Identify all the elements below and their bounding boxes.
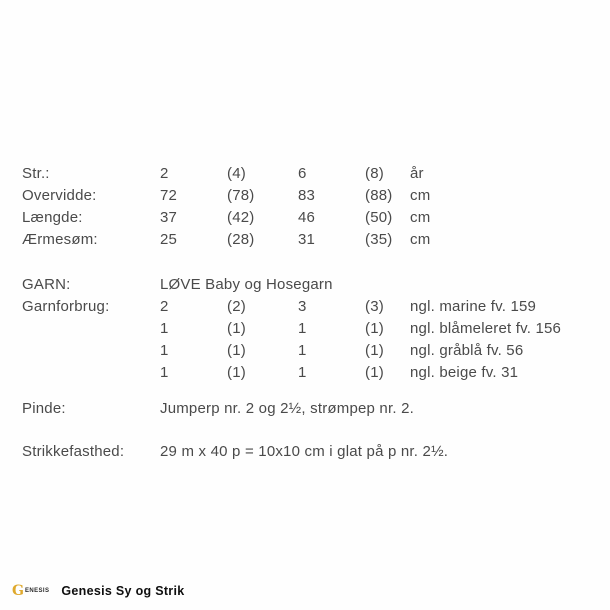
size-value: 46 (298, 209, 316, 226)
size-value: (42) (227, 209, 255, 226)
size-value: 37 (160, 209, 178, 226)
yarn-qty: 1 (298, 342, 307, 359)
unit-label: cm (410, 209, 431, 226)
size-table (22, 163, 600, 251)
needles-value: Jumperp nr. 2 og 2½, strømpep nr. 2. (160, 400, 414, 417)
yarn-qty: 1 (298, 364, 307, 381)
logo-g-glyph: G (12, 583, 24, 599)
yarn-name: LØVE Baby og Hosegarn (160, 276, 333, 293)
yarn-qty: (1) (227, 320, 246, 337)
unit-label: år (410, 165, 424, 182)
gauge-value: 29 m x 40 p = 10x10 cm i glat på p nr. 2½. (160, 443, 449, 460)
brand-text: Genesis Sy og Strik (61, 584, 185, 598)
row-label: Strikkefasthed: (22, 443, 125, 460)
table-row (22, 296, 600, 318)
table-row (22, 340, 600, 362)
yarn-qty: 1 (298, 320, 307, 337)
row-label: Str.: (22, 165, 50, 182)
yarn-qty: (1) (227, 342, 246, 359)
row-label: Længde: (22, 209, 83, 226)
row-label: Pinde: (22, 400, 66, 417)
size-value: (78) (227, 187, 255, 204)
table-row (22, 274, 600, 296)
yarn-qty: 1 (160, 342, 169, 359)
table-row (22, 207, 600, 229)
yarn-section (22, 274, 600, 384)
yarn-qty: 2 (160, 298, 169, 315)
row-label (22, 340, 160, 362)
row-label: GARN: (22, 276, 71, 293)
size-value: (4) (227, 165, 246, 182)
gauge-section (22, 441, 600, 463)
yarn-qty: 1 (160, 320, 169, 337)
yarn-qty: (1) (365, 364, 384, 381)
row-label: Overvidde: (22, 187, 97, 204)
size-value: 2 (160, 165, 169, 182)
table-row (22, 229, 600, 251)
yarn-color-desc: ngl. beige fv. 31 (410, 364, 519, 381)
size-value: (88) (365, 187, 393, 204)
size-value: 31 (298, 231, 316, 248)
table-row (22, 398, 600, 420)
size-value: (50) (365, 209, 393, 226)
yarn-qty: (1) (365, 320, 384, 337)
needles-section (22, 398, 600, 420)
logo-wordmark: ENESIS (24, 588, 50, 594)
row-label: Ærmesøm: (22, 231, 98, 248)
genesis-logo (12, 584, 49, 598)
yarn-color-desc: ngl. gråblå fv. 56 (410, 342, 524, 359)
table-row (22, 163, 600, 185)
yarn-qty: 1 (160, 364, 169, 381)
yarn-color-desc: ngl. blåmeleret fv. 156 (410, 320, 562, 337)
unit-label: cm (410, 231, 431, 248)
unit-label: cm (410, 187, 431, 204)
yarn-qty: 3 (298, 298, 307, 315)
size-value: 25 (160, 231, 178, 248)
yarn-qty: (1) (365, 342, 384, 359)
size-value: 72 (160, 187, 178, 204)
table-row (22, 185, 600, 207)
size-value: 6 (298, 165, 307, 182)
footer (12, 583, 185, 599)
table-row (22, 318, 600, 340)
size-value: (35) (365, 231, 393, 248)
yarn-qty: (1) (227, 364, 246, 381)
row-label: Garnforbrug: (22, 298, 110, 315)
size-value: (8) (365, 165, 384, 182)
pattern-specs (22, 163, 600, 463)
size-value: (28) (227, 231, 255, 248)
table-row (22, 362, 600, 384)
yarn-color-desc: ngl. marine fv. 159 (410, 298, 537, 315)
yarn-qty: (2) (227, 298, 246, 315)
row-label (22, 362, 160, 384)
size-value: 83 (298, 187, 316, 204)
yarn-qty: (3) (365, 298, 384, 315)
row-label (22, 318, 160, 340)
table-row (22, 441, 600, 463)
